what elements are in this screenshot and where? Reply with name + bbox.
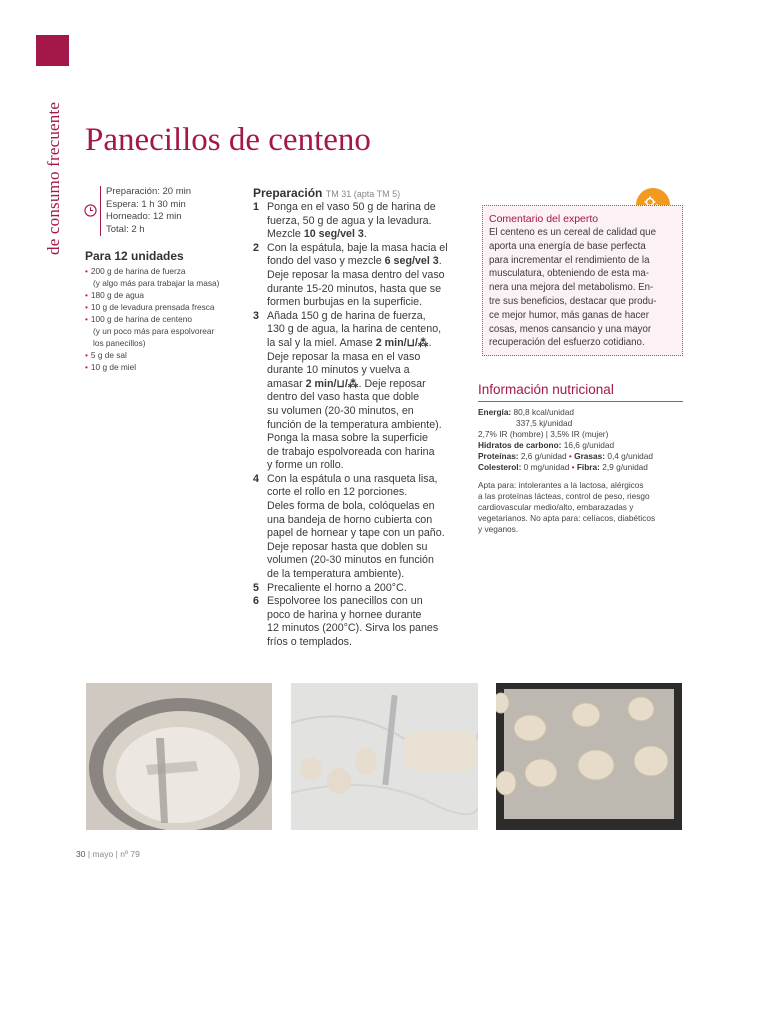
corner-square — [36, 35, 69, 66]
time-wait: Espera: 1 h 30 min — [106, 198, 186, 210]
expert-text-line: tre sus beneficios, destacar que produ- — [489, 295, 657, 307]
step-text: Añada 150 g de harina de fuerza, — [267, 309, 426, 322]
step-text: fríos o templados. — [267, 636, 352, 648]
step-line — [253, 432, 463, 446]
expert-comment-box — [482, 205, 683, 356]
ingredient-line — [85, 289, 245, 301]
ingredient-text: (y algo más para trabajar la masa) — [93, 278, 220, 288]
ingredient-text: 10 g de levadura prensada fresca — [90, 302, 215, 312]
step-text: 12 minutos (200°C). Sirva los panes — [267, 622, 439, 635]
step-line — [253, 323, 463, 337]
step-line — [253, 310, 463, 324]
step-text: Deles forma de bola, colóquelas en — [267, 500, 435, 513]
ingredient-text: 5 g de sal — [90, 350, 127, 360]
times-box — [100, 186, 191, 236]
bullet-dot: • — [85, 302, 88, 312]
step-line — [253, 514, 463, 528]
step-text: Ponga en el vaso 50 g de harina de — [267, 201, 436, 213]
step-line — [253, 228, 463, 242]
suitability-line: cardiovascular medio/alto, embarazadas y — [478, 502, 634, 512]
step-line — [253, 351, 463, 365]
step-text: Mezcle 10 seg/vel 3. — [267, 228, 367, 241]
energy-kcal: 80,8 kcal/unidad — [513, 407, 574, 417]
time-bake: Horneado: 12 min — [106, 211, 182, 222]
step-text: durante 15-20 minutos, hasta que se — [267, 282, 442, 295]
photo-buns-on-tray — [496, 683, 682, 830]
step-text: Con la espátula o una rasqueta lisa, — [267, 472, 438, 485]
ingredients-heading: Para 12 unidades — [85, 249, 184, 263]
time-prep: Preparación: 20 min — [106, 186, 192, 197]
expert-title: Comentario del experto — [489, 213, 599, 225]
ingredient-text: 200 g de harina de fuerza — [90, 266, 186, 276]
ingredients-list — [85, 249, 245, 373]
step-text: corte el rollo en 12 porciones. — [267, 486, 408, 499]
step-text: su volumen (20-30 minutos, en — [267, 404, 414, 417]
nutrition-ir: 2,7% IR (hombre) | 3,5% IR (mujer) — [478, 429, 609, 439]
step-line — [253, 201, 463, 215]
expert-text-line: nera una mejora del metabolismo. En- — [489, 282, 654, 294]
expert-text-line: El centeno es un cereal de calidad que — [489, 227, 656, 238]
step-line — [253, 527, 463, 541]
time-total: Total: 2 h — [106, 223, 145, 235]
ingredient-line — [85, 349, 245, 361]
cholesterol-value: 0 mg/unidad — [523, 462, 570, 472]
expert-text-line: cosas, menos cansancio y una mayor — [489, 323, 652, 335]
step-text: durante 10 minutos y vuelva a — [267, 364, 410, 377]
expert-text-line: recuperación del esfuerzo cotidiano. — [489, 337, 645, 349]
suitability-line: a las proteínas lácteas, control de peso, riesgo — [478, 491, 650, 501]
step-line — [253, 296, 463, 310]
ingredient-line — [85, 337, 245, 349]
step-number: 2 — [253, 241, 259, 254]
step-text: función de la temperatura ambiente). — [267, 418, 442, 431]
step-line — [253, 582, 463, 596]
tm-note: TM 31 (apta TM 5) — [325, 189, 401, 199]
ingredient-line — [85, 277, 245, 289]
ingredient-text: 100 g de harina de centeno — [90, 314, 192, 324]
bullet-dot: • — [571, 462, 575, 472]
section-label: de consumo frecuente — [44, 101, 63, 255]
step-number: 5 — [253, 581, 259, 594]
step-line — [253, 419, 463, 433]
step-line — [253, 391, 463, 405]
page-number: 30 — [76, 849, 86, 859]
step-number: 1 — [253, 201, 259, 213]
page-footer — [76, 849, 140, 859]
step-text: Ponga la masa sobre la superficie — [267, 432, 428, 445]
suitability-line: y veganos. — [478, 524, 519, 534]
step-line — [253, 364, 463, 378]
ingredient-text: (y un poco más para espolvorear — [93, 326, 215, 336]
step-text: Precaliente el horno a 200°C. — [267, 581, 407, 594]
step-line — [253, 568, 463, 582]
clock-icon — [84, 204, 97, 217]
step-line — [253, 242, 463, 256]
step-line — [253, 446, 463, 460]
bullet-dot: • — [85, 362, 88, 372]
step-line — [253, 554, 463, 568]
step-line — [253, 609, 463, 623]
step-text: 130 g de agua, la harina de centeno, — [267, 323, 442, 336]
photo-cutting-dough — [291, 683, 478, 830]
nutrition-chol-fiber — [478, 462, 688, 473]
step-text: fondo del vaso y mezcle 6 seg/vel 3. — [267, 255, 442, 268]
nutrition-energy — [478, 407, 688, 418]
step-number: 4 — [253, 472, 259, 485]
ingredient-line — [85, 265, 245, 277]
expert-text-line: ce mejor humor, más ganas de hacer — [489, 309, 649, 321]
preparation-title: Preparación — [253, 186, 323, 200]
step-text: volumen (20-30 minutos en función — [267, 554, 434, 567]
expert-text-line: para incrementar el rendimiento de la — [489, 254, 650, 266]
bullet-dot: • — [85, 350, 88, 360]
fat-label: Grasas: — [574, 451, 606, 461]
nutrition-info — [478, 407, 688, 535]
step-text: de trabajo espolvoreada con harina — [267, 445, 435, 458]
step-text: una bandeja de horno cubierta con — [267, 513, 433, 526]
ingredient-text: 180 g de agua — [90, 290, 144, 300]
suitability-note — [478, 480, 688, 535]
step-line — [253, 500, 463, 514]
ingredient-line — [85, 313, 245, 325]
nutrition-energy-kj: 337,5 kj/unidad — [516, 418, 573, 428]
step-text: Deje reposar hasta que doblen su — [267, 540, 428, 553]
ingredient-text: 10 g de miel — [90, 362, 137, 372]
step-line — [253, 541, 463, 555]
suitability-line: vegetarianos. No apta para: celíacos, diabéticos — [478, 513, 656, 523]
step-text: Con la espátula, baje la masa hacia el — [267, 241, 448, 254]
step-line — [253, 269, 463, 283]
step-text: la sal y la miel. Amase 2 min/⊔/⁂. — [267, 336, 432, 349]
expert-text-line: musculatura, obteniendo de esta ma- — [489, 268, 649, 280]
nutrition-protein-fat — [478, 451, 688, 462]
step-line — [253, 337, 463, 351]
protein-label: Proteínas: — [478, 451, 519, 461]
ingredient-line — [85, 361, 245, 373]
step-line — [253, 215, 463, 229]
step-text: amasar 2 min/⊔/⁂. Deje reposar — [267, 377, 426, 390]
bullet-dot: • — [568, 451, 572, 461]
step-line — [253, 459, 463, 473]
step-number: 3 — [253, 309, 259, 322]
nutrition-carbs — [478, 440, 688, 451]
step-text: de la temperatura ambiente). — [267, 568, 405, 581]
nutrition-title: Información nutricional — [478, 382, 614, 397]
step-line — [253, 595, 463, 609]
carbs-value: 16,6 g/unidad — [563, 440, 615, 450]
carbs-label: Hidratos de carbono: — [478, 440, 562, 450]
step-text: Deje reposar la masa en el vaso — [267, 350, 421, 363]
footer-issue: nº 79 — [120, 849, 140, 859]
step-line — [253, 255, 463, 269]
step-text: dentro del vaso hasta que doble — [267, 391, 420, 404]
footer-separator: | — [87, 849, 91, 859]
step-text: poco de harina y hornee durante — [267, 608, 422, 621]
step-text: formen burbujas en la superficie. — [267, 296, 423, 309]
bullet-dot: • — [85, 314, 88, 324]
step-line — [253, 378, 463, 392]
step-line — [253, 486, 463, 500]
step-text: Deje reposar la masa dentro del vaso — [267, 268, 445, 281]
energy-label: Energía: — [478, 407, 512, 417]
step-text: papel de hornear y tape con un paño. — [267, 527, 445, 540]
preparation — [253, 186, 463, 650]
step-number: 6 — [253, 595, 259, 608]
bullet-dot: • — [85, 266, 88, 276]
photo-dough-in-bowl — [86, 683, 272, 830]
expert-text-line: aporta una energía de base perfecta — [489, 240, 646, 252]
step-text: fuerza, 50 g de agua y la levadura. — [267, 214, 432, 227]
footer-separator: | — [115, 849, 118, 859]
step-line — [253, 405, 463, 419]
step-line — [253, 622, 463, 636]
step-text: y forme un rollo. — [267, 459, 344, 472]
nutrition-divider — [478, 401, 683, 402]
footer-month: mayo — [92, 849, 114, 859]
step-line — [253, 636, 463, 650]
bullet-dot: • — [85, 290, 88, 300]
fiber-value: 2,9 g/unidad — [602, 462, 648, 472]
step-text: Espolvoree los panecillos con un — [267, 595, 423, 608]
protein-value: 2,6 g/unidad — [520, 451, 567, 461]
fat-value: 0,4 g/unidad — [607, 451, 654, 461]
step-line — [253, 283, 463, 297]
cholesterol-label: Colesterol: — [478, 462, 522, 472]
suitability-line: Apta para: intolerantes a la lactosa, alérgicos — [478, 480, 644, 490]
ingredient-line — [85, 325, 245, 337]
page-title: Panecillos de centeno — [85, 122, 371, 158]
preparation-heading — [253, 186, 463, 200]
ingredient-line — [85, 301, 245, 313]
ingredient-text: los panecillos) — [93, 338, 146, 348]
step-line — [253, 473, 463, 487]
fiber-label: Fibra: — [576, 462, 600, 472]
